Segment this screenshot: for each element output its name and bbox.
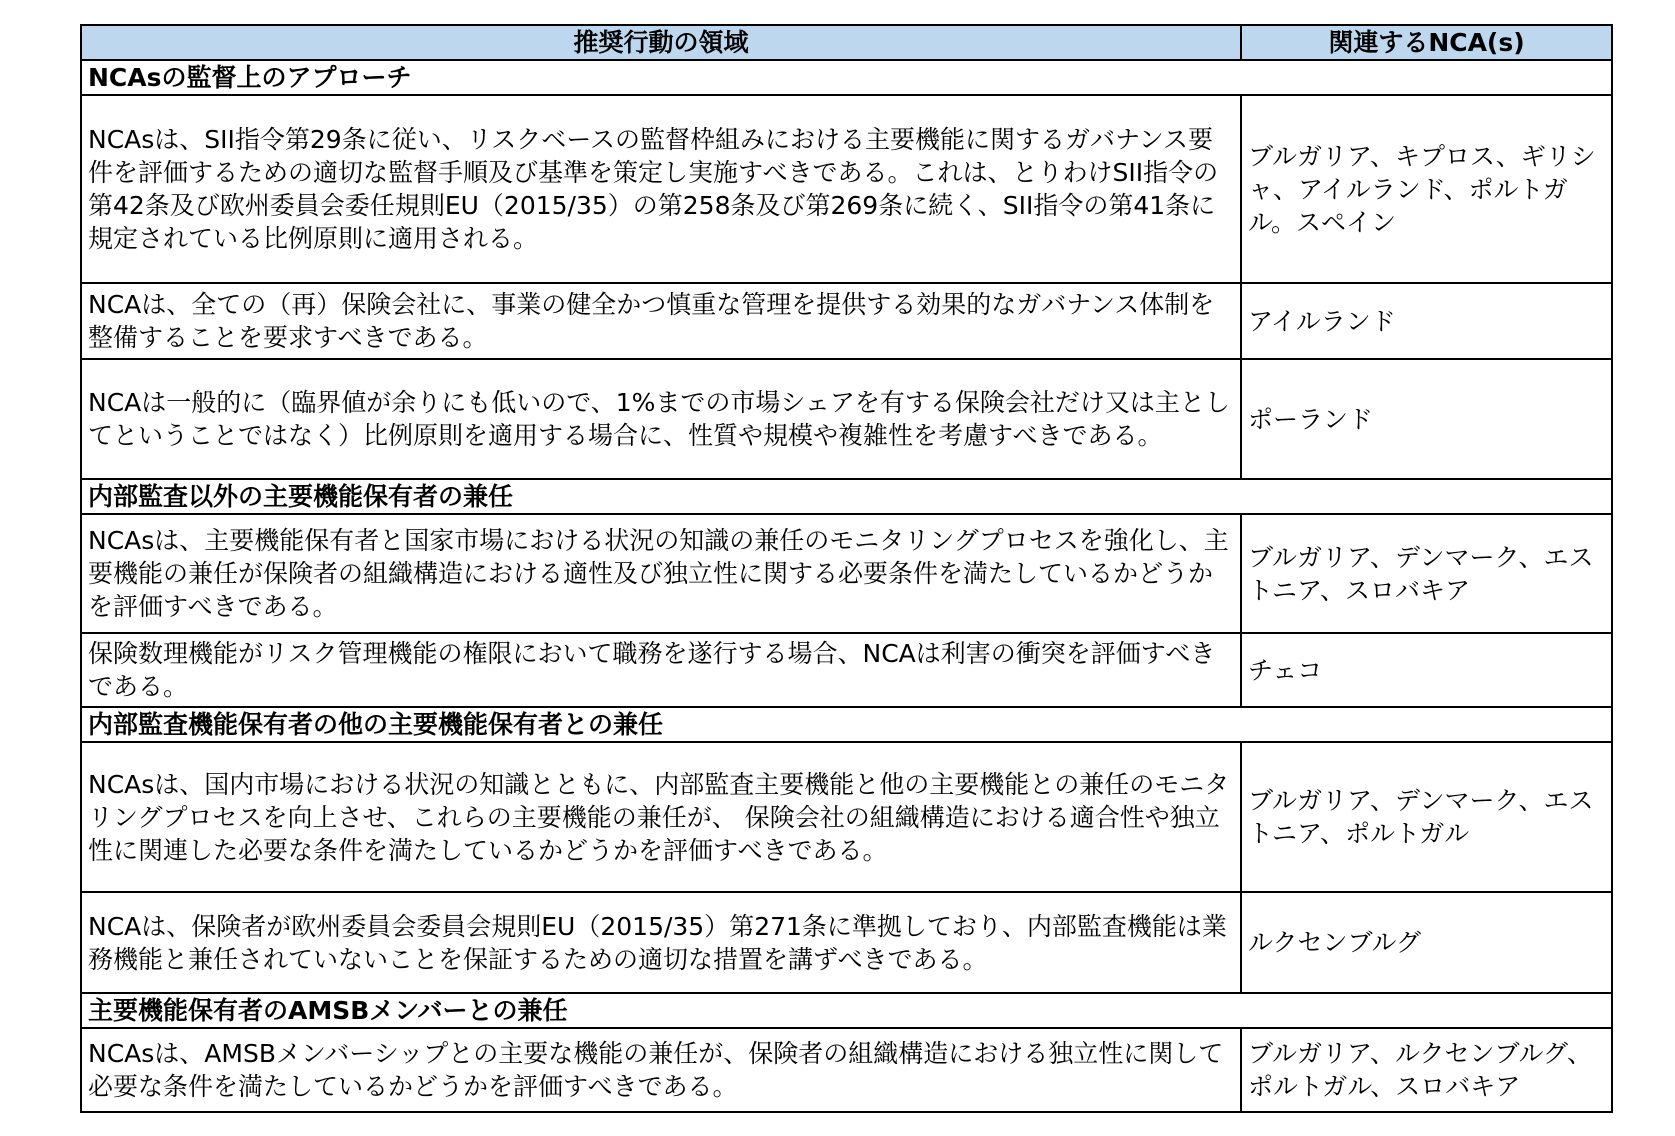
table-row <box>81 514 1612 633</box>
header-ncas: 関連するNCA(s) <box>1241 25 1612 60</box>
nca-cell: ブルガリア、デンマーク、エストニア、ポルトガル <box>1241 742 1612 892</box>
nca-cell: ポーランド <box>1241 359 1612 479</box>
recommendation-cell: 保険数理機能がリスク管理機能の権限において職務を遂行する場合、NCAは利害の衝突を評価すべきである。 <box>81 633 1241 707</box>
section-label: 内部監査機能保有者の他の主要機能保有者との兼任 <box>81 707 1612 742</box>
nca-cell: ルクセンブルグ <box>1241 892 1612 993</box>
section-row <box>81 60 1612 95</box>
table-row <box>81 1028 1612 1112</box>
recommendation-cell: NCAsは、国内市場における状況の知識とともに、内部監査主要機能と他の主要機能との兼任のモニタリングプロセスを向上させ、これらの主要機能の兼任が、 保険会社の組織構造における適合性や独立性に関連した必要な条件を満たしているかどうかを評価すべきである。 <box>81 742 1241 892</box>
table-row <box>81 742 1612 892</box>
table-row <box>81 95 1612 283</box>
recommendations-table <box>80 24 1613 1113</box>
recommendation-cell: NCAは、全ての（再）保険会社に、事業の健全かつ慎重な管理を提供する効果的なガバナンス体制を整備することを要求すべきである。 <box>81 283 1241 359</box>
section-label: NCAsの監督上のアプローチ <box>81 60 1612 95</box>
table-row <box>81 633 1612 707</box>
table-row <box>81 283 1612 359</box>
table-header-row <box>81 25 1612 60</box>
table-row <box>81 359 1612 479</box>
section-row <box>81 707 1612 742</box>
table-row <box>81 892 1612 993</box>
recommendation-cell: NCAsは、AMSBメンバーシップとの主要な機能の兼任が、保険者の組織構造における独立性に関して必要な条件を満たしているかどうかを評価すべきである。 <box>81 1028 1241 1112</box>
nca-cell: アイルランド <box>1241 283 1612 359</box>
recommendation-cell: NCAは、保険者が欧州委員会委員会規則EU（2015/35）第271条に準拠しており、内部監査機能は業務機能と兼任されていないことを保証するための適切な措置を講ずべきである。 <box>81 892 1241 993</box>
section-label: 内部監査以外の主要機能保有者の兼任 <box>81 479 1612 514</box>
nca-cell: ブルガリア、デンマーク、エストニア、スロバキア <box>1241 514 1612 633</box>
header-area: 推奨行動の領域 <box>81 25 1241 60</box>
recommendation-cell: NCAは一般的に（臨界値が余りにも低いので、1%までの市場シェアを有する保険会社だけ又は主としてということではなく）比例原則を適用する場合に、性質や規模や複雑性を考慮すべきである。 <box>81 359 1241 479</box>
section-label: 主要機能保有者のAMSBメンバーとの兼任 <box>81 993 1612 1028</box>
nca-cell: ブルガリア、ルクセンブルグ、ポルトガル、スロバキア <box>1241 1028 1612 1112</box>
recommendation-cell: NCAsは、主要機能保有者と国家市場における状況の知識の兼任のモニタリングプロセスを強化し、主要機能の兼任が保険者の組織構造における適性及び独立性に関する必要条件を満たしているかどうかを評価すべきである。 <box>81 514 1241 633</box>
nca-cell: ブルガリア、キプロス、ギリシャ、アイルランド、ポルトガル。スペイン <box>1241 95 1612 283</box>
nca-cell: チェコ <box>1241 633 1612 707</box>
section-row <box>81 479 1612 514</box>
recommendation-cell: NCAsは、SII指令第29条に従い、リスクベースの監督枠組みにおける主要機能に関するガバナンス要件を評価するための適切な監督手順及び基準を策定し実施すべきである。これは、とりわけSII指令の第42条及び欧州委員会委任規則EU（2015/35）の第258条及び第269条に続く、SII指令の第41条に規定されている比例原則に適用される。 <box>81 95 1241 283</box>
section-row <box>81 993 1612 1028</box>
